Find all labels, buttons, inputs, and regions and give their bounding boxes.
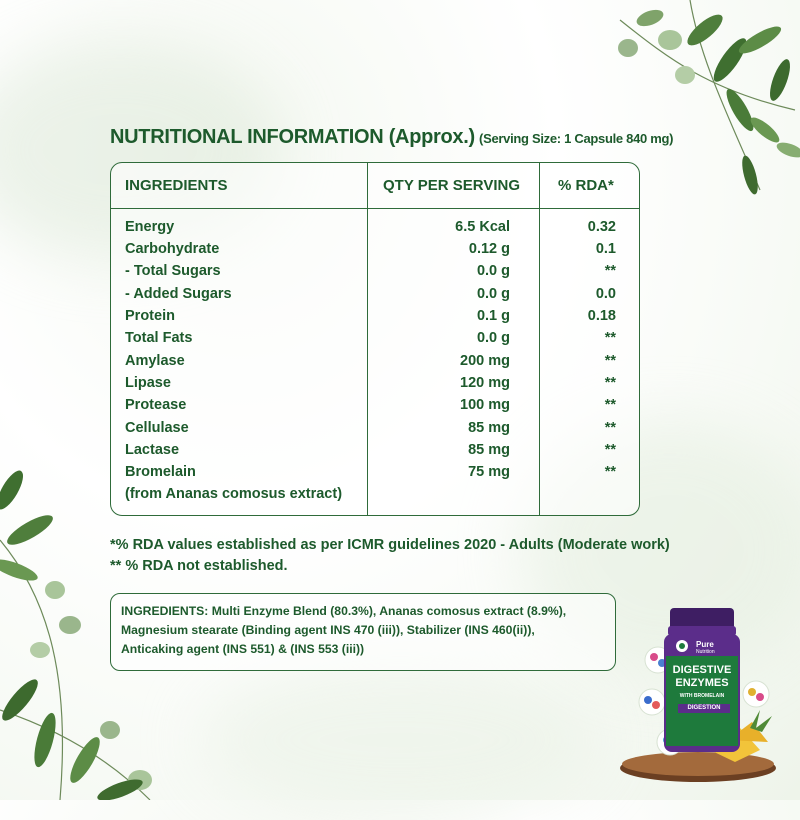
table-row: [111, 353, 639, 375]
table-row: [111, 486, 639, 508]
row-name: Carbohydrate: [125, 241, 220, 257]
title-main: NUTRITIONAL INFORMATION (Approx.): [110, 126, 475, 148]
product-brand: Pure: [696, 640, 714, 649]
row-qty: 85 mg: [468, 442, 510, 458]
serving-size: (Serving Size: 1 Capsule 840 mg): [479, 131, 674, 146]
row-rda: **: [604, 263, 616, 279]
header-ingredients: INGREDIENTS: [125, 177, 228, 194]
row-qty: 85 mg: [468, 420, 510, 436]
ingredients-box: [110, 593, 616, 671]
row-rda: **: [604, 420, 616, 436]
table-row: [111, 464, 639, 486]
table-row: [111, 397, 639, 419]
product-subtitle: WITH BROMELAIN: [679, 693, 725, 699]
rda-not-established-note: ** % RDA not established.: [110, 558, 288, 574]
product-brand-sub: Nutrition: [696, 649, 715, 655]
ingredients-line: INGREDIENTS: Multi Enzyme Blend (80.3%), Ananas comosus extract (8.9%),: [121, 604, 567, 618]
row-name: Energy: [125, 219, 175, 235]
row-qty: 0.12 g: [468, 241, 510, 257]
table-row: [111, 286, 639, 308]
row-name: (from Ananas comosus extract): [125, 486, 343, 502]
row-rda: 0.1: [595, 241, 616, 257]
row-name: Protease: [125, 397, 187, 413]
row-qty: 6.5 Kcal: [455, 219, 510, 235]
row-name: Amylase: [125, 353, 185, 369]
row-rda: **: [604, 464, 616, 480]
row-qty: 120 mg: [460, 375, 510, 391]
ingredients-line: Anticaking agent (INS 551) & (INS 553 (iii)): [121, 642, 365, 656]
nutrition-table: [110, 162, 640, 516]
row-rda: **: [604, 442, 616, 458]
product-name-line1: DIGESTIVE: [672, 664, 732, 676]
row-name: Total Fats: [125, 330, 193, 346]
table-row: [111, 375, 639, 397]
row-qty: 0.1 g: [476, 308, 510, 324]
page-title: [110, 126, 673, 149]
row-qty: 0.0 g: [476, 286, 510, 302]
row-rda: **: [604, 353, 616, 369]
row-name: - Added Sugars: [125, 286, 232, 302]
row-qty: 100 mg: [460, 397, 510, 413]
row-name: Lactase: [125, 442, 180, 458]
ingredients-line: Magnesium stearate (Binding agent INS 470 (iii)), Stabilizer (INS 460(ii)),: [121, 623, 535, 637]
product-image: [610, 600, 800, 800]
product-badge: DIGESTION: [687, 705, 721, 711]
product-name-line2: ENZYMES: [675, 677, 729, 689]
row-name: - Total Sugars: [125, 263, 221, 279]
table-row: [111, 420, 639, 442]
row-rda: **: [604, 330, 616, 346]
table-row: [111, 263, 639, 285]
rda-footnote: *% RDA values established as per ICMR guidelines 2020 - Adults (Moderate work): [110, 537, 670, 553]
header-qty: QTY PER SERVING: [383, 177, 520, 194]
row-rda: 0.18: [587, 308, 616, 324]
table-row: [111, 442, 639, 464]
row-name: Cellulase: [125, 420, 189, 436]
row-name: Protein: [125, 308, 175, 324]
table-row: [111, 330, 639, 352]
background-wash: [200, 660, 600, 820]
row-qty: 200 mg: [460, 353, 510, 369]
row-rda: **: [604, 397, 616, 413]
table-row: [111, 241, 639, 263]
row-qty: 0.0 g: [476, 330, 510, 346]
row-name: Bromelain: [125, 464, 196, 480]
table-row: [111, 308, 639, 330]
table-row: [111, 219, 639, 241]
row-rda: 0.0: [595, 286, 616, 302]
row-rda: 0.32: [587, 219, 616, 235]
header-rda: % RDA*: [558, 177, 614, 194]
row-rda: **: [604, 375, 616, 391]
row-qty: 75 mg: [468, 464, 510, 480]
row-qty: 0.0 g: [476, 263, 510, 279]
product-jar-illustration: [610, 600, 800, 800]
row-name: Lipase: [125, 375, 171, 391]
